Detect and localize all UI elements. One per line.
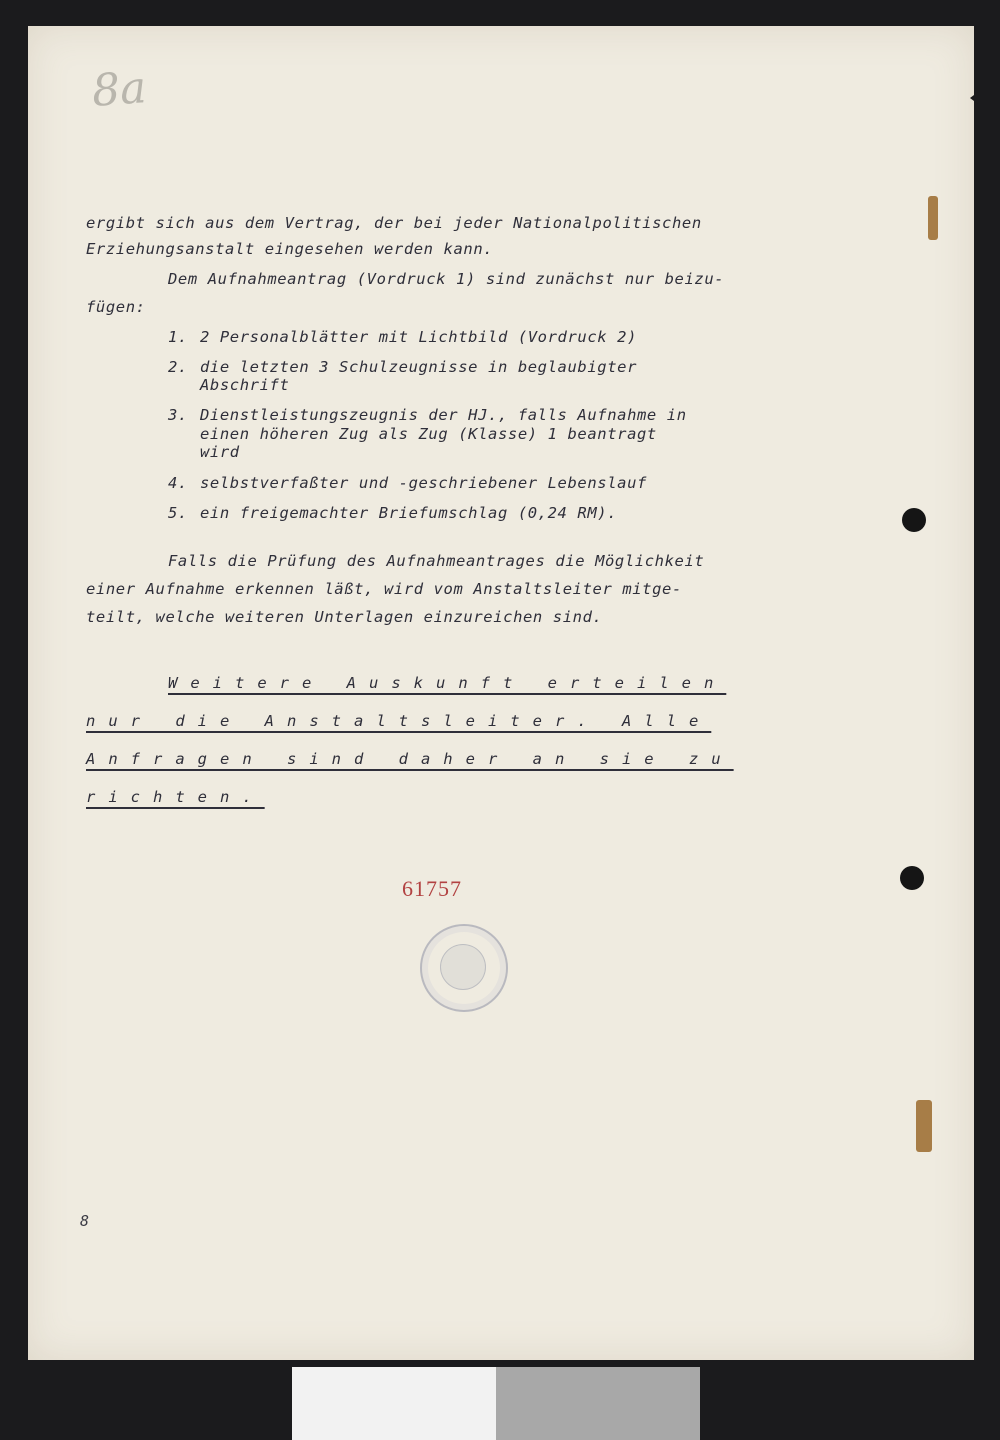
paragraph2-line1: Dem Aufnahmeantrag (Vordruck 1) sind zunächst nur beizu- [168,270,725,288]
list-item-number: 1. [168,328,188,346]
calibration-white-block [292,1367,496,1440]
list-item-text: die letzten 3 Schulzeugnisse in beglaubigter [200,358,637,376]
paragraph3-line1: Falls die Prüfung des Aufnahmeantrages die Möglichkeit [168,552,705,570]
paragraph2-line2: fügen: [86,298,146,316]
list-item-4 [168,474,647,492]
list-item-2 [168,358,637,376]
notice-line4: richten. [86,788,265,806]
punch-hole-bottom [900,866,924,890]
list-item-2-cont: Abschrift [200,376,290,394]
list-item-5 [168,504,617,522]
list-item-number: 4. [168,474,188,492]
list-item-3-cont1: einen höheren Zug als Zug (Klasse) 1 beantragt [200,425,657,443]
seal-inner-ring [440,944,486,990]
list-item-1 [168,328,637,346]
paragraph3-line2: einer Aufnahme erkennen läßt, wird vom Anstaltsleiter mitge- [86,580,682,598]
list-item-3 [168,406,687,424]
list-item-3-cont2: wird [200,443,240,461]
list-item-text: selbstverfaßter und -geschriebener Lebenslauf [200,474,647,492]
archive-stamp-number: 61757 [402,876,462,901]
archive-seal-stamp [420,924,508,1012]
page-number: 8 [80,1212,90,1230]
notice-line2: nur die Anstaltsleiter. Alle [86,712,712,730]
notice-line3: Anfragen sind daher an sie zu [86,750,734,768]
punch-hole-top [902,508,926,532]
list-item-text: 2 Personalblätter mit Lichtbild (Vordruck 2) [200,328,637,346]
paragraph1-line1: ergibt sich aus dem Vertrag, der bei jeder Nationalpolitischen [86,214,702,232]
notice-line1: Weitere Auskunft erteilen [168,674,727,692]
page-edge-mark [970,92,978,104]
handwritten-note: 8a [90,62,148,117]
staple-rust-top [928,196,938,240]
list-item-number: 2. [168,358,188,376]
paragraph3-line3: teilt, welche weiteren Unterlagen einzureichen sind. [86,608,603,626]
calibration-gray-block [496,1367,700,1440]
paragraph1-line2: Erziehungsanstalt eingesehen werden kann. [86,240,494,258]
staple-rust-bottom [916,1100,932,1152]
list-item-number: 3. [168,406,188,424]
list-item-text: Dienstleistungszeugnis der HJ., falls Aufnahme in [200,406,687,424]
list-item-number: 5. [168,504,188,522]
list-item-text: ein freigemachter Briefumschlag (0,24 RM). [200,504,618,522]
